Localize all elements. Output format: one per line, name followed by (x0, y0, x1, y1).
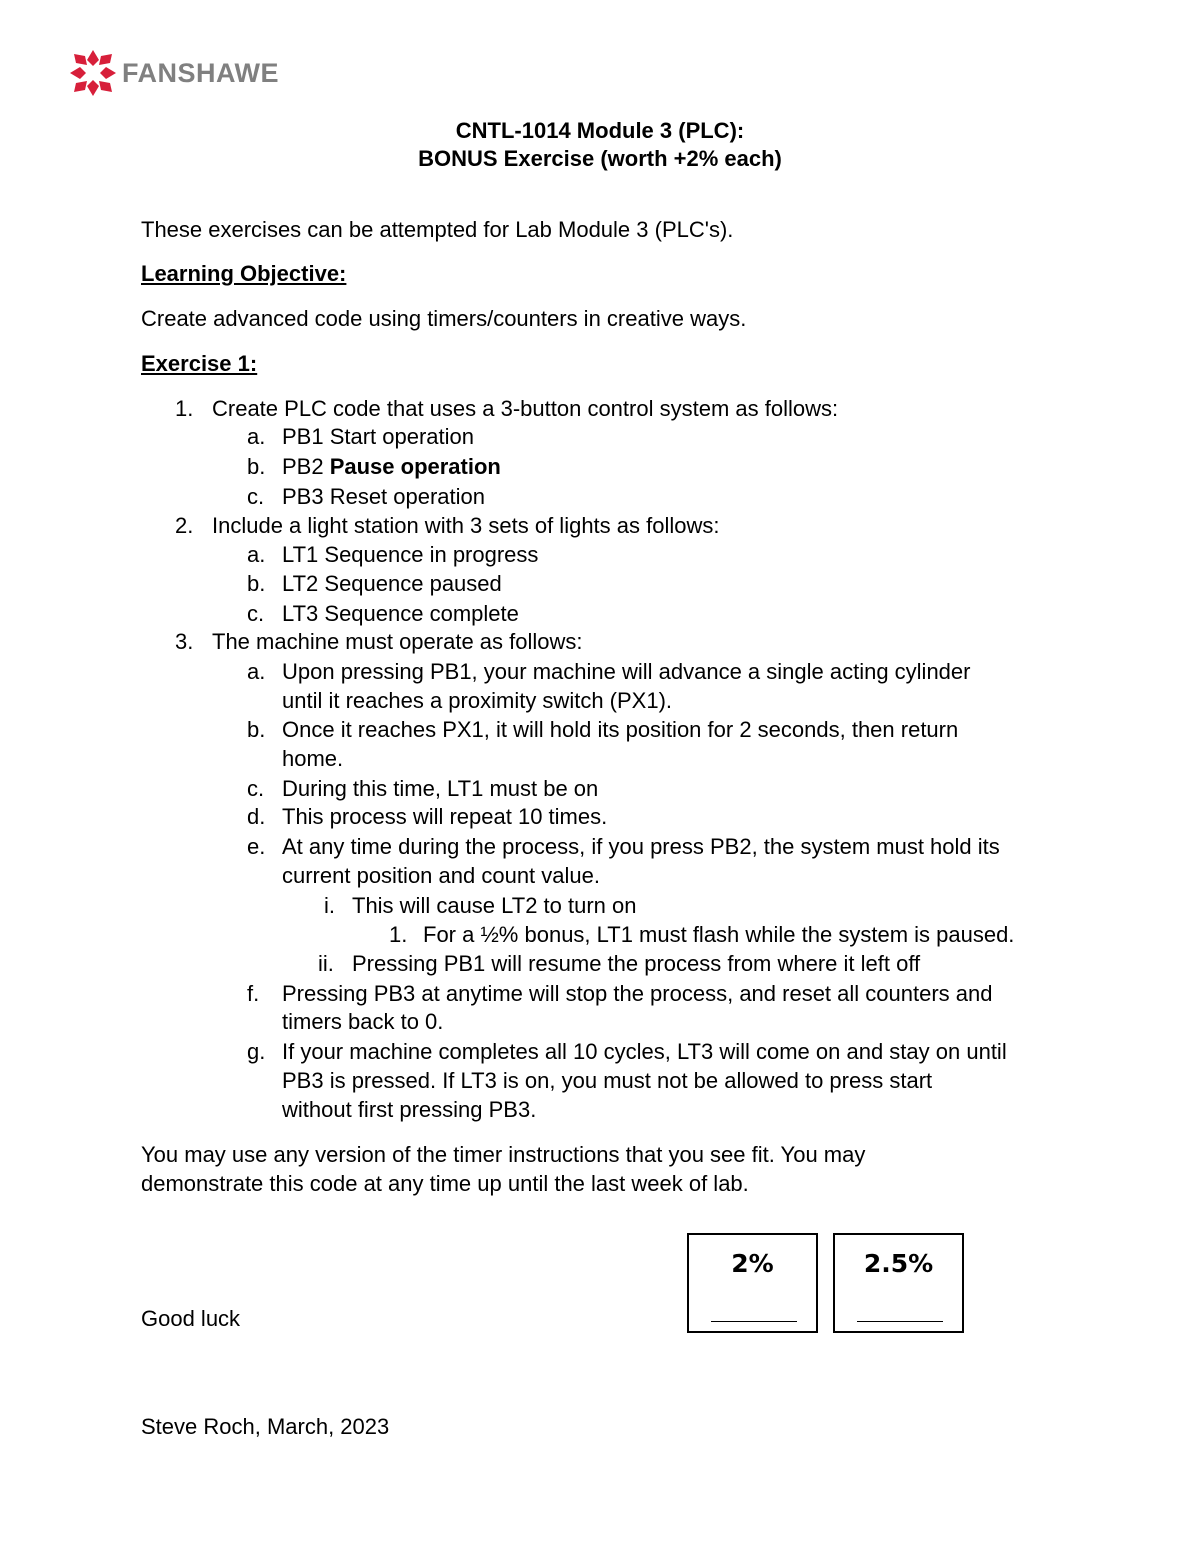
list-marker: b. (247, 717, 266, 742)
list-item-bold: Pause operation (329, 454, 501, 479)
list-item: Pressing PB1 will resume the process from where it left off (352, 951, 921, 976)
list-marker: b. (247, 571, 266, 596)
list-item: For a ½% bonus, LT1 must flash while the system is paused. (423, 922, 1015, 947)
closing-text-line1: You may use any version of the timer instructions that you see fit. You may (141, 1142, 866, 1167)
list-item: Create PLC code that uses a 3-button control system as follows: (212, 396, 839, 421)
list-item: Pressing PB3 at anytime will stop the process, and reset all counters and (282, 981, 993, 1006)
author-signature: Steve Roch, March, 2023 (141, 1414, 390, 1439)
list-item: This will cause LT2 to turn on (352, 893, 637, 918)
list-item: At any time during the process, if you press PB2, the system must hold its (282, 834, 1000, 859)
list-item: During this time, LT1 must be on (282, 776, 599, 801)
logo-text: FANSHAWE (122, 57, 280, 88)
score-box-2-percent (687, 1233, 818, 1333)
list-marker: f. (247, 981, 260, 1006)
list-item-text: PB2 (282, 454, 330, 479)
list-item: PB1 Start operation (282, 424, 475, 449)
list-item-continuation: current position and count value. (282, 863, 600, 888)
list-item: The machine must operate as follows: (212, 629, 583, 654)
score-signature-line (857, 1321, 943, 1322)
learning-objective-heading: Learning Objective: (141, 261, 347, 286)
fanshawe-logo (66, 46, 279, 100)
list-item: PB3 Reset operation (282, 484, 486, 509)
exercise-heading: Exercise 1: (141, 351, 258, 376)
score-box-label: 2% (731, 1249, 774, 1278)
document-title-line2: BONUS Exercise (worth +2% each) (418, 146, 782, 171)
list-item-continuation: without first pressing PB3. (282, 1097, 537, 1122)
list-item: Include a light station with 3 sets of lights as follows: (212, 513, 720, 538)
list-marker: 1. (175, 396, 194, 421)
list-item-continuation: PB3 is pressed. If LT3 is on, you must not be allowed to press start (282, 1068, 933, 1093)
score-box-label: 2.5% (863, 1249, 934, 1278)
list-item: LT2 Sequence paused (282, 571, 502, 596)
list-marker: c. (247, 484, 265, 509)
list-marker: c. (247, 601, 265, 626)
good-luck-text: Good luck (141, 1306, 241, 1331)
fanshawe-logo-icon (66, 46, 120, 100)
list-item-continuation: until it reaches a proximity switch (PX1). (282, 688, 673, 713)
list-marker: a. (247, 424, 266, 449)
list-item-continuation: home. (282, 746, 344, 771)
list-marker: g. (247, 1039, 266, 1064)
intro-text: These exercises can be attempted for Lab Module 3 (PLC's). (141, 217, 734, 242)
list-item: Upon pressing PB1, your machine will advance a single acting cylinder (282, 659, 971, 684)
list-marker: e. (247, 834, 266, 859)
list-marker: a. (247, 542, 266, 567)
list-item: LT3 Sequence complete (282, 601, 519, 626)
list-marker: b. (247, 454, 266, 479)
list-marker: 1. (389, 922, 408, 947)
list-marker: d. (247, 804, 266, 829)
list-marker: 3. (175, 629, 194, 654)
list-marker: c. (247, 776, 265, 801)
document-title-line1: CNTL-1014 Module 3 (PLC): (455, 118, 745, 143)
list-item: If your machine completes all 10 cycles, LT3 will come on and stay on until (282, 1039, 1007, 1064)
list-item-continuation: timers back to 0. (282, 1009, 444, 1034)
list-marker: ii. (318, 951, 334, 976)
list-marker: i. (324, 893, 335, 918)
list-marker: 2. (175, 513, 194, 538)
list-item: Once it reaches PX1, it will hold its position for 2 seconds, then return (282, 717, 959, 742)
closing-text-line2: demonstrate this code at any time up until the last week of lab. (141, 1171, 749, 1196)
list-item: This process will repeat 10 times. (282, 804, 608, 829)
list-item (282, 454, 501, 480)
score-box-2-5-percent (833, 1233, 964, 1333)
list-item: LT1 Sequence in progress (282, 542, 539, 567)
list-marker: a. (247, 659, 266, 684)
learning-objective-text: Create advanced code using timers/counters in creative ways. (141, 306, 747, 331)
score-signature-line (711, 1321, 797, 1322)
